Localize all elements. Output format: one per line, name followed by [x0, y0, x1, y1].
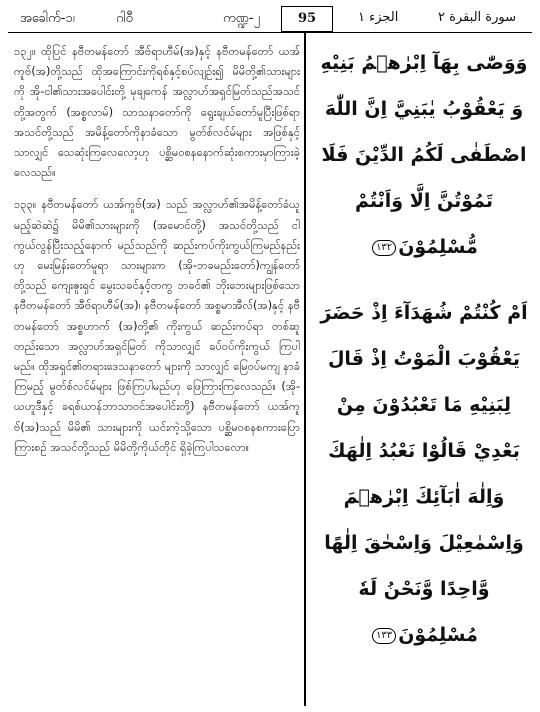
arabic-verse-text: اَمْ كُنْتُمْ شُهَدَآءَ اِذْ حَضَرَ يَعْقُوْبَ الْمَوْتُ اِذْ قَالَ لِبَنِيْهِ مَا تَعْبُدُوْنَ مِنْ بَعْدِيْ قَالُوْا نَعْبُدُ اِلٰهَكَ وَاِلٰهَ اٰبَآئِكَ اِبْرٰهٖمَ وَاِسْمٰعِيْلَ وَاِسْحٰقَ اِلٰهًا وَّاحِدًا وَّنَحْنُ لَهٗ مُسْلِمُوْنَ — [320, 302, 528, 646]
ayah-number-marker: ١٣٣ — [372, 628, 396, 644]
verse-number: ၁၃၂။ — [14, 45, 36, 58]
page-header — [8, 6, 532, 33]
pali-label: ဂါဝီ — [116, 11, 133, 26]
chapter-label: အခေါက်-၁၊ — [20, 11, 75, 26]
verse-text: ထိုပြင် နဗီတမန်တော် အီဗ်ရာဟီမ်(အ)နှင့် နဗီတမန်တော် ယအ်ကူဗ်(အ)တို့သည် ထိုအကြောင်းကိုရစ်နှင့်စပ်လျဉ်း၍ မိမိတို့၏သားများကို အို-ငါ၏သားအပေါင်းတို့ မုချကေန် အလ္လာဟ်အရှင်မြတ်သည်အသင်တို့အတွက် (အစ္စလာမ်) သာသနာတော်ကို ရွေးချယ်တော်မူပြီးဖြစ်ရာ အသင်တို့သည် အမိန့်တော်ကိုနာခံသော မွတ်စ်လင်မ်များ အဖြစ်နှင့် သာလျှင် သေဆုံးကြလေလော့ဟု ပစ္ဆိမဝစနနောက်ဆုံးစကားမှာကြားခဲ့လေသည်။ — [14, 45, 300, 180]
translation-verse — [14, 42, 300, 183]
arabic-verse — [318, 40, 530, 270]
quran-page — [8, 6, 532, 706]
column-divider — [304, 32, 306, 706]
juz-label-burmese: ကဏ္ဍ-၂ — [223, 11, 260, 26]
page-number: 95 — [281, 6, 333, 32]
arabic-verse — [318, 290, 530, 658]
ayah-number-marker: ١٣٢ — [372, 240, 396, 256]
arabic-column — [318, 40, 530, 678]
verse-text: နဗီတမန်တော် ယအ်ကူဗ်(အ) သည် အလ္လာဟ်၏အမိန့်တော်ခံယူမည့်ဆဲဆဲ၌ မိမိ၏သားများကို (အမောင်တို့) အသင်တို့သည် ငါကွယ်လွန်ပြီးသည့်နောက် မည်သည်ကို ဆည်းကပ်ကိုးကွယ်ကြမည်နည်းဟု မေးမြန်းတော်မူရာ သားများက (အို-ဘခမည်းတော်)ကျွန်တော်တို့သည် ကျေးဇူးရှင် မွေးသခင်နှင့်တကွ ဘခင်၏ ဘိုးဘေးများဖြစ်သော နဗီတမန်တော် အီဗ်ရာဟီမ်(အ)၊ နဗီတမန်တော် အစ္စမာအီလ်(အ)နှင့် နဗီတမန်တော် အစ္စဟာက် (အ)တို့၏ ကိုးကွယ် ဆည်းကပ်ရာ တစ်ဆူတည်းသော အလ္လာဟ်အရှင်မြတ် ကိုသာလျှင် ခပ်ဝပ်ကိုးကွယ် ကြပါမည်။ ထိုအရှင်၏တရားဒေသနာတော် များကို သာလျှင် မြေဝပ်မကျ နာခံကြမည့် မွတ်စ်လင်မ်များ ဖြစ်ကြပါမည်ဟု ဖြေကြားကြလေသည်။ (အို-ယဟူဒီနှင့် ခရစ်ယာန်ဘာသာဝင်အပေါင်းတို့) နဗီတမန်တော် ယအ်ကူဗ်(အ)သည် မိမိ၏ သားများကို ယင်းကဲ့သို့သော ပစ္ဆိမဝစနစကားပြောကြားစဉ် အသင်တို့သည် မိမိတို့ကိုယ်တိုင် ရှိခဲ့ကြပါသလော။ — [14, 198, 300, 454]
translation-column — [14, 42, 300, 470]
translation-verse — [14, 195, 300, 458]
arabic-verse-text: وَوَصّٰى بِهَآ اِبْرٰهٖمُ بَنِيْهِ وَ يَعْقُوْبُ يٰبَنِيَّ اِنَّ اللّٰهَ اصْطَفٰى لَكُمُ الدِّيْنَ فَلَا تَمُوْتُنَّ اِلَّا وَاَنْتُمْ مُّسْلِمُوْنَ — [320, 52, 528, 258]
surah-label-arabic: سورة البقرة ٢ — [438, 10, 517, 25]
juz-label-arabic: الجزء ١ — [358, 10, 399, 25]
verse-number: ၁၃၃။ — [14, 198, 37, 212]
